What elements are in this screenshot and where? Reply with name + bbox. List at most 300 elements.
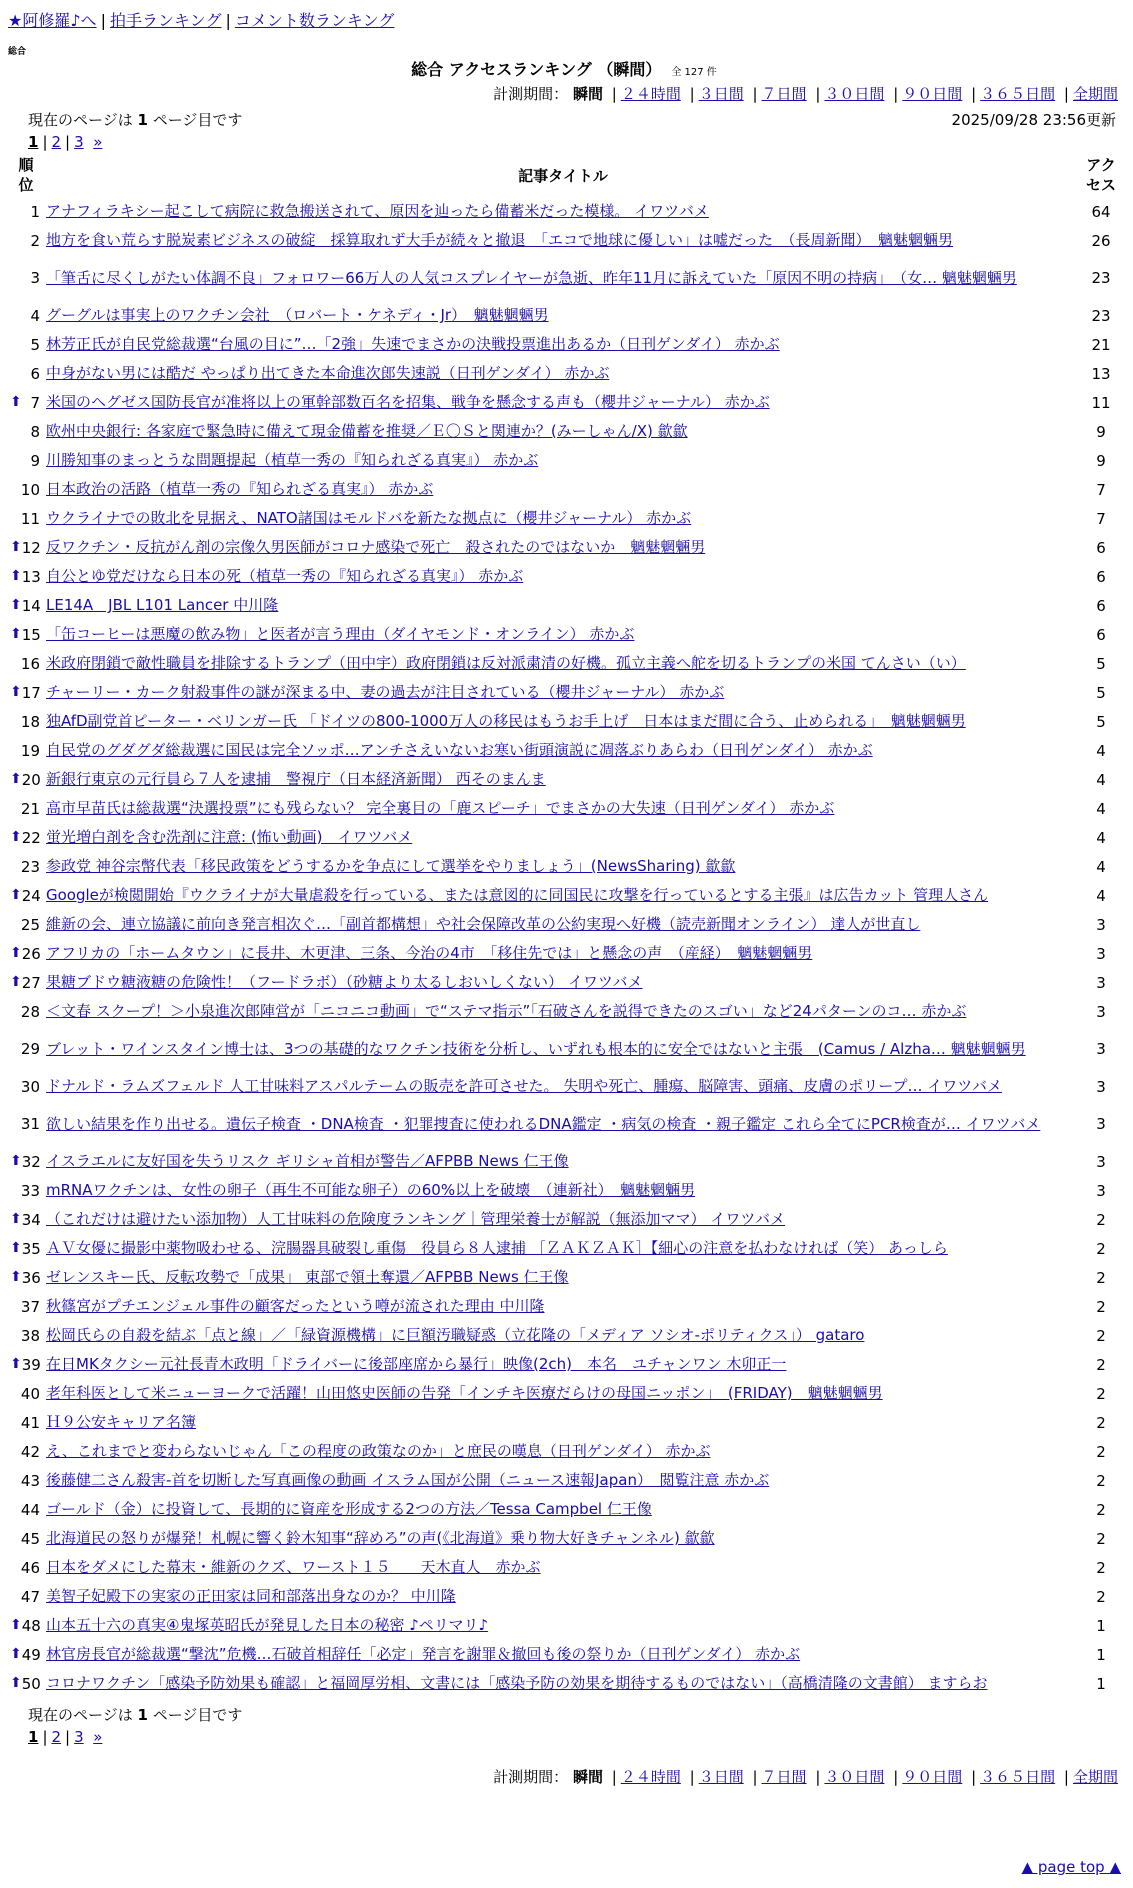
title-cell bbox=[44, 765, 1082, 794]
access-count: 4 bbox=[1096, 857, 1106, 876]
article-title-link[interactable]: ドナルド・ラムズフェルド 人工甘味料アスパルテームの販売を許可させた。 失明や死亡、腫瘍、脳障害、頭痛、皮膚のポリープ… イワツバメ bbox=[46, 1077, 1003, 1095]
title-cell bbox=[44, 1582, 1082, 1611]
article-title-link[interactable]: 反ワクチン・反抗がん剤の宗像久男医師がコロナ感染で死亡 殺されたのではないか 魑魅魍魎男 bbox=[46, 538, 706, 556]
rank-up-arrow-icon: ⬆ bbox=[10, 770, 22, 787]
rank-number: 19 bbox=[20, 741, 40, 760]
table-row bbox=[8, 997, 1120, 1026]
rank-number: 22 bbox=[21, 828, 41, 847]
article-title-link[interactable]: 在日MKタクシー元社長青木政明「ドライバーに後部座席から暴行」映像(2ch) 本名 ユチャンワン 木卯正一 bbox=[46, 1355, 787, 1373]
rank-up-arrow-icon: ⬆ bbox=[10, 1268, 22, 1285]
article-title-link[interactable]: 自民党のグダグダ総裁選に国民は完全ソッポ…アンチさえいないお寒い街頭演説に凋落ぶりあらわ（日刊ゲンダイ） 赤かぶ bbox=[46, 741, 873, 759]
article-title-link[interactable]: ＜文春 スクープ！＞小泉進次郎陣営が「ニコニコ動画」で“ステマ指示”「石破さんを説得できたのスゴい」など24パターンのコ… 赤かぶ bbox=[46, 1002, 967, 1020]
title-cell bbox=[44, 1234, 1082, 1263]
page-info-bottom bbox=[28, 1704, 1116, 1726]
rank-cell bbox=[8, 1176, 44, 1205]
rank-number: 10 bbox=[20, 480, 40, 499]
article-title-link[interactable]: ゴールド（金）に投資して、長期的に資産を形成する2つの方法／Tessa Campbel 仁王像 bbox=[46, 1500, 652, 1518]
ranking-table bbox=[8, 155, 1120, 1698]
pager-next-bottom[interactable]: » bbox=[93, 1728, 103, 1746]
top-link-comment-ranking[interactable]: コメント数ランキング bbox=[234, 11, 395, 30]
title-cell bbox=[44, 707, 1082, 736]
pager-page-3-bottom[interactable]: 3 bbox=[74, 1728, 84, 1746]
title-cell bbox=[44, 504, 1082, 533]
table-row bbox=[8, 1205, 1120, 1234]
page-top-link[interactable]: ▲ page top ▲ bbox=[1021, 1858, 1121, 1876]
rank-up-arrow-icon: ⬆ bbox=[10, 625, 22, 642]
article-title-link[interactable]: え、これまでと変わらないじゃん「この程度の政策なのか」と庶民の嘆息（日刊ゲンダイ） 赤かぶ bbox=[46, 1442, 711, 1460]
article-title-link[interactable]: 日本をダメにした幕末・維新のクズ、ワースト１５ 天木直人 赤かぶ bbox=[46, 1558, 541, 1576]
table-row bbox=[8, 1466, 1120, 1495]
rank-number: 1 bbox=[30, 202, 40, 221]
rank-cell bbox=[8, 1379, 44, 1408]
rank-up-arrow-icon: ⬆ bbox=[10, 1210, 22, 1227]
article-title-link[interactable]: 「筆舌に尽くしがたい体調不良」フォロワー66万人の人気コスプレイヤーが急逝、昨年11月に訴えていた「原因不明の持病」 （女… 魑魅魍魎男 bbox=[46, 268, 1017, 287]
rank-number: 9 bbox=[30, 451, 40, 470]
article-title-link[interactable]: アナフィラキシー起こして病院に救急搬送されて、原因を辿ったら備蓄米だった模様。 イワツバメ bbox=[46, 202, 709, 220]
top-link-applause-ranking[interactable]: 拍手ランキング bbox=[109, 11, 222, 30]
period-link-all-bottom[interactable]: 全期間 bbox=[1072, 1768, 1118, 1786]
table-row bbox=[8, 533, 1120, 562]
title-cell bbox=[44, 1408, 1082, 1437]
rank-number: 20 bbox=[21, 770, 41, 789]
access-count: 2 bbox=[1096, 1529, 1106, 1548]
article-title-link[interactable]: mRNAワクチンは、女性の卵子（再生不可能な卵子）の60%以上を破壊 （連新社） 魑魅魍魎男 bbox=[46, 1181, 696, 1199]
rank-cell bbox=[8, 1205, 44, 1234]
table-row bbox=[8, 910, 1120, 939]
title-cell bbox=[44, 997, 1082, 1026]
top-navigation: ★阿修羅♪へ | 拍手ランキング | コメント数ランキング bbox=[8, 11, 395, 30]
rank-number: 25 bbox=[20, 915, 40, 934]
title-cell bbox=[44, 301, 1082, 330]
access-count: 2 bbox=[1096, 1558, 1106, 1577]
title-cell bbox=[44, 533, 1082, 562]
rank-up-arrow-icon: ⬆ bbox=[10, 1152, 22, 1169]
title-cell bbox=[44, 330, 1082, 359]
title-cell bbox=[44, 475, 1082, 504]
period-link-90d-bottom[interactable]: ９０日間 bbox=[902, 1768, 963, 1786]
rank-number: 13 bbox=[21, 567, 41, 586]
article-title-link[interactable]: コロナワクチン「感染予防効果も確認」と福岡厚労相、文書には「感染予防の効果を期待するものではない」（高橋清隆の文書館） ますらお bbox=[46, 1674, 988, 1692]
article-title-link[interactable]: ウクライナでの敗北を見据え、NATO諸国はモルドバを新たな拠点に（櫻井ジャーナル） 赤かぶ bbox=[46, 509, 692, 527]
page-indicator-bottom: 現在のページは 1 ページ目です bbox=[28, 1706, 243, 1724]
page-indicator: 現在のページは 1 ページ目です bbox=[28, 111, 243, 129]
title-cell bbox=[44, 1524, 1082, 1553]
rank-cell bbox=[8, 1669, 44, 1698]
access-count: 26 bbox=[1091, 231, 1111, 250]
page-info-top bbox=[28, 109, 1116, 131]
rank-up-arrow-icon: ⬆ bbox=[10, 393, 22, 410]
rank-cell bbox=[8, 1582, 44, 1611]
rank-cell bbox=[8, 1640, 44, 1669]
title-cell bbox=[44, 678, 1082, 707]
table-row bbox=[8, 591, 1120, 620]
rank-cell bbox=[8, 1147, 44, 1176]
category-label: 総合 bbox=[8, 47, 27, 57]
rank-cell bbox=[8, 1466, 44, 1495]
period-link-30d[interactable]: ３０日間 bbox=[824, 85, 885, 103]
rank-number: 46 bbox=[20, 1558, 40, 1577]
article-title-link[interactable]: 老年科医として米ニューヨークで活躍！山田悠史医師の告発「インチキ医療だらけの母国ニッポン」 (FRIDAY) 魑魅魍魎男 bbox=[46, 1384, 883, 1402]
article-title-link[interactable]: 新銀行東京の元行員ら７人を逮捕 警視庁（日本経済新聞） 西そのまんま bbox=[46, 770, 546, 788]
period-current: 瞬間 bbox=[572, 85, 603, 103]
article-title-link[interactable]: 北海道民の怒りが爆発！札幌に響く鈴木知事“辞めろ”の声(《北海道》乗り物大好きチャンネル) 歙歙 bbox=[46, 1529, 715, 1547]
article-title-link[interactable]: イスラエルに友好国を失うリスク ギリシャ首相が警告／AFPBB News 仁王像 bbox=[46, 1152, 569, 1170]
title-cell bbox=[44, 226, 1082, 255]
page-wrapper bbox=[8, 10, 1120, 1788]
access-count: 2 bbox=[1096, 1297, 1106, 1316]
article-title-link[interactable]: 米政府閉鎖で敵性職員を排除するトランプ（田中宇）政府閉鎖は反対派粛清の好機。孤立主義へ舵を切るトランプの米国 てんさい（い） bbox=[46, 654, 966, 672]
title-cell bbox=[44, 1379, 1082, 1408]
pager-next[interactable]: » bbox=[93, 133, 103, 151]
article-title-link[interactable]: 自公とゆ党だけなら日本の死（植草一秀の『知られざる真実』） 赤かぶ bbox=[46, 567, 524, 585]
title-cell bbox=[44, 446, 1082, 475]
rank-number: 24 bbox=[21, 886, 41, 905]
table-row bbox=[8, 765, 1120, 794]
rank-up-arrow-icon: ⬆ bbox=[10, 973, 22, 990]
rank-cell bbox=[8, 417, 44, 446]
rank-cell bbox=[8, 939, 44, 968]
article-title-link[interactable]: アフリカの「ホームタウン」に長井、木更津、三条、今治の4市 「移住先では」と懸念の声 （産経） 魑魅魍魎男 bbox=[46, 944, 813, 962]
rank-cell bbox=[8, 533, 44, 562]
rank-number: 44 bbox=[20, 1500, 40, 1519]
article-title-link[interactable]: 日本政治の活路（植草一秀の『知られざる真実』） 赤かぶ bbox=[46, 480, 434, 498]
article-title-link[interactable]: グーグルは事実上のワクチン会社 （ロバート・ケネディ・Jr） 魑魅魍魎男 bbox=[46, 306, 549, 324]
rank-cell bbox=[8, 226, 44, 255]
article-title-link[interactable]: 欲しい結果を作り出せる。遺伝子検査 ・DNA検査 ・犯罪捜査に使われるDNA鑑定 ・病気の検査 ・親子鑑定 これら全てにPCR検査が… イワツバメ bbox=[46, 1114, 1041, 1133]
pager-page-2[interactable]: 2 bbox=[51, 133, 62, 151]
table-row bbox=[8, 226, 1120, 255]
table-row bbox=[8, 359, 1120, 388]
access-count: 2 bbox=[1096, 1500, 1106, 1519]
title-cell bbox=[44, 1437, 1082, 1466]
pager-page-current-bottom[interactable]: 1 bbox=[28, 1728, 39, 1746]
table-row bbox=[8, 301, 1120, 330]
article-title-link[interactable]: 林官房長官が総裁選“撃沈”危機…石破首相辞任「必定」発言を謝罪＆撤回も後の祭りか（日刊ゲンダイ） 赤かぶ bbox=[46, 1645, 801, 1663]
title-cell bbox=[44, 1495, 1082, 1524]
article-title-link[interactable]: 独AfD副党首ピーター・ベリンガー氏 「ドイツの800-1000万人の移民はもうお手上げ 日本はまだ間に合う、止められる」 魑魅魍魎男 bbox=[46, 712, 966, 730]
period-label-bottom: 計測期間： bbox=[493, 1768, 569, 1786]
top-link-asyura[interactable]: ★阿修羅♪へ bbox=[8, 11, 97, 30]
pagination-bottom: 1 | 2 | 3 » bbox=[28, 1728, 103, 1746]
period-selector-bottom: 計測期間： 瞬間 | ２４時間 | ３日間 | ７日間 | ３０日間 | ９０日間 | ３６５日間 | 全期間 bbox=[493, 1768, 1118, 1786]
col-header-access: アクセス bbox=[1085, 156, 1116, 194]
access-count: 7 bbox=[1096, 480, 1106, 499]
table-row bbox=[8, 388, 1120, 417]
article-title-link[interactable]: 林芳正氏が自民党総裁選“台風の目に”…「2強」失速でまさかの決戦投票進出あるか（日刊ゲンダイ） 赤かぶ bbox=[46, 335, 780, 353]
rank-number: 23 bbox=[20, 857, 40, 876]
access-count: 2 bbox=[1096, 1442, 1106, 1461]
table-row bbox=[8, 1640, 1120, 1669]
title-cell bbox=[44, 1611, 1082, 1640]
access-count: 3 bbox=[1096, 973, 1106, 992]
article-title-link[interactable]: 後藤健二さん殺害-首を切断した写真画像の動画 イスラム国が公開（ニュース速報Japan） 閲覧注意 赤かぶ bbox=[46, 1471, 770, 1489]
rank-number: 34 bbox=[21, 1210, 41, 1229]
period-link-365d-bottom[interactable]: ３６５日間 bbox=[980, 1768, 1056, 1786]
title-cell bbox=[44, 1072, 1082, 1101]
article-title-link[interactable]: 「缶コーヒーは悪魔の飲み物」と医者が言う理由（ダイヤモンド・オンライン） 赤かぶ bbox=[46, 625, 635, 643]
table-row bbox=[8, 794, 1120, 823]
title-cell bbox=[44, 1101, 1082, 1147]
rank-number: 7 bbox=[30, 393, 40, 412]
rank-up-arrow-icon: ⬆ bbox=[10, 683, 22, 700]
access-count: 23 bbox=[1091, 269, 1111, 287]
rank-number: 31 bbox=[20, 1115, 40, 1133]
title-cell bbox=[44, 591, 1082, 620]
rank-cell bbox=[8, 1321, 44, 1350]
pager-page-3[interactable]: 3 bbox=[74, 133, 84, 151]
article-title-link[interactable]: ゼレンスキー氏、反転攻勢で「成果」 東部で領土奪還／AFPBB News 仁王像 bbox=[46, 1268, 569, 1286]
table-row bbox=[8, 1072, 1120, 1101]
rank-number: 48 bbox=[21, 1616, 41, 1635]
rank-cell bbox=[8, 678, 44, 707]
rank-cell bbox=[8, 1263, 44, 1292]
period-link-365d[interactable]: ３６５日間 bbox=[980, 85, 1056, 103]
table-row bbox=[8, 446, 1120, 475]
table-row bbox=[8, 1524, 1120, 1553]
access-count: 9 bbox=[1096, 422, 1106, 441]
table-row bbox=[8, 620, 1120, 649]
title-cell bbox=[44, 881, 1082, 910]
article-title-link[interactable]: LE14A JBL L101 Lancer 中川隆 bbox=[46, 596, 279, 614]
rank-number: 33 bbox=[20, 1181, 40, 1200]
access-count: 64 bbox=[1091, 202, 1111, 221]
access-count: 2 bbox=[1096, 1587, 1106, 1606]
rank-number: 45 bbox=[20, 1529, 40, 1548]
access-count: 5 bbox=[1096, 654, 1106, 673]
table-row bbox=[8, 1582, 1120, 1611]
access-count: 3 bbox=[1096, 1181, 1106, 1200]
rank-number: 37 bbox=[20, 1297, 40, 1316]
title-cell bbox=[44, 1466, 1082, 1495]
rank-cell bbox=[8, 330, 44, 359]
article-title-link[interactable]: ＡＶ女優に撮影中薬物吸わせる、浣腸器具破裂し重傷 役員ら８人逮捕 ［ＺＡＫＺＡＫ］【細心の注意を払わなければ（笑） あっしら bbox=[46, 1239, 948, 1257]
period-link-30d-bottom[interactable]: ３０日間 bbox=[824, 1768, 885, 1786]
table-row bbox=[8, 678, 1120, 707]
article-title-link[interactable]: Ｈ９公安キャリア名簿 bbox=[46, 1413, 197, 1431]
access-count: 4 bbox=[1096, 886, 1106, 905]
table-row bbox=[8, 1321, 1120, 1350]
rank-cell bbox=[8, 823, 44, 852]
access-count: 2 bbox=[1096, 1384, 1106, 1403]
rank-number: 28 bbox=[20, 1002, 40, 1021]
article-title-link[interactable]: チャーリー・カーク射殺事件の謎が深まる中、妻の過去が注目されている（櫻井ジャーナル） 赤かぶ bbox=[46, 683, 725, 701]
period-link-all[interactable]: 全期間 bbox=[1072, 85, 1118, 103]
rank-number: 5 bbox=[30, 335, 40, 354]
access-count: 6 bbox=[1096, 625, 1106, 644]
article-title-link[interactable]: （これだけは避けたい添加物）人工甘味料の危険度ランキング｜管理栄養士が解説（無添加ママ） イワツバメ bbox=[46, 1210, 786, 1228]
rank-number: 32 bbox=[21, 1152, 41, 1171]
period-link-24h[interactable]: ２４時間 bbox=[620, 85, 681, 103]
access-count: 6 bbox=[1096, 596, 1106, 615]
title-cell bbox=[44, 620, 1082, 649]
rank-cell bbox=[8, 475, 44, 504]
rank-cell bbox=[8, 301, 44, 330]
rank-cell bbox=[8, 197, 44, 226]
access-count: 21 bbox=[1091, 335, 1111, 354]
title-cell bbox=[44, 255, 1082, 301]
article-title-link[interactable]: 山本五十六の真実④鬼塚英昭氏が発見した日本の秘密 ♪ペリマリ♪ bbox=[46, 1616, 489, 1634]
title-cell bbox=[44, 1640, 1082, 1669]
table-row bbox=[8, 1553, 1120, 1582]
table-row bbox=[8, 1379, 1120, 1408]
table-header-row bbox=[8, 155, 1120, 197]
table-row bbox=[8, 1292, 1120, 1321]
period-link-90d[interactable]: ９０日間 bbox=[902, 85, 963, 103]
article-title-link[interactable]: 果糖ブドウ糖液糖の危険性！（フードラボ）（砂糖より太るしおいしくない） イワツバメ bbox=[46, 973, 643, 991]
rank-number: 50 bbox=[21, 1674, 41, 1693]
rank-cell bbox=[8, 620, 44, 649]
period-link-3d-bottom[interactable]: ３日間 bbox=[698, 1768, 744, 1786]
rank-number: 47 bbox=[20, 1587, 40, 1606]
rank-cell bbox=[8, 997, 44, 1026]
access-count: 3 bbox=[1096, 1152, 1106, 1171]
rank-cell bbox=[8, 591, 44, 620]
rank-number: 16 bbox=[20, 654, 40, 673]
rank-cell bbox=[8, 1437, 44, 1466]
table-row bbox=[8, 562, 1120, 591]
rank-up-arrow-icon: ⬆ bbox=[10, 1616, 22, 1633]
table-row bbox=[8, 823, 1120, 852]
rank-up-arrow-icon: ⬆ bbox=[10, 596, 22, 613]
article-title-link[interactable]: 蛍光増白剤を含む洗剤に注意: (怖い動画) イワツバメ bbox=[46, 828, 413, 846]
article-title-link[interactable]: 参政党 神谷宗幣代表「移民政策をどうするかを争点にして選挙をやりましょう」(NewsSharing) 歙歙 bbox=[46, 857, 736, 875]
access-count: 4 bbox=[1096, 741, 1106, 760]
rank-number: 42 bbox=[20, 1442, 40, 1461]
rank-up-arrow-icon: ⬆ bbox=[10, 1645, 22, 1662]
rank-cell bbox=[8, 1350, 44, 1379]
article-title-link[interactable]: 高市早苗氏は総裁選“決選投票”にも残らない？ 完全裏目の「鹿スピーチ」でまさかの大失速（日刊ゲンダイ） 赤かぶ bbox=[46, 799, 835, 817]
title-cell bbox=[44, 417, 1082, 446]
title-cell bbox=[44, 736, 1082, 765]
access-count: 11 bbox=[1091, 393, 1111, 412]
rank-cell bbox=[8, 1495, 44, 1524]
access-count: 4 bbox=[1096, 799, 1106, 818]
rank-up-arrow-icon: ⬆ bbox=[10, 886, 22, 903]
title-cell bbox=[44, 1669, 1082, 1698]
title-cell bbox=[44, 1553, 1082, 1582]
rank-number: 3 bbox=[30, 269, 40, 287]
access-count: 6 bbox=[1096, 567, 1106, 586]
access-count: 5 bbox=[1096, 712, 1106, 731]
rank-up-arrow-icon: ⬆ bbox=[10, 1674, 22, 1691]
title-cell bbox=[44, 1147, 1082, 1176]
period-link-7d-bottom[interactable]: ７日間 bbox=[761, 1768, 807, 1786]
access-count: 6 bbox=[1096, 538, 1106, 557]
col-header-title: 記事タイトル bbox=[518, 167, 608, 185]
access-count: 3 bbox=[1096, 1040, 1106, 1058]
rank-number: 26 bbox=[21, 944, 41, 963]
access-count: 2 bbox=[1096, 1355, 1106, 1374]
access-count: 1 bbox=[1096, 1616, 1106, 1635]
access-count: 2 bbox=[1096, 1413, 1106, 1432]
period-link-7d[interactable]: ７日間 bbox=[761, 85, 807, 103]
table-row bbox=[8, 1495, 1120, 1524]
table-row bbox=[8, 1611, 1120, 1640]
title-cell bbox=[44, 1176, 1082, 1205]
table-row bbox=[8, 1026, 1120, 1072]
access-count: 3 bbox=[1096, 1077, 1106, 1096]
access-count: 1 bbox=[1096, 1645, 1106, 1664]
rank-number: 39 bbox=[21, 1355, 41, 1374]
title-cell bbox=[44, 1292, 1082, 1321]
title-cell bbox=[44, 562, 1082, 591]
table-row bbox=[8, 475, 1120, 504]
article-title-link[interactable]: 美智子妃殿下の実家の正田家は同和部落出身なのか？ 中川隆 bbox=[46, 1587, 456, 1605]
article-title-link[interactable]: 米国のヘグゼス国防長官が准将以上の軍幹部数百名を招集、戦争を懸念する声も（櫻井ジャーナル） 赤かぶ bbox=[46, 393, 770, 411]
pager-page-2-bottom[interactable]: 2 bbox=[51, 1728, 62, 1746]
page-title-text: 総合 アクセスランキング （瞬間） bbox=[411, 60, 662, 79]
access-count: 1 bbox=[1096, 1674, 1106, 1693]
access-count: 3 bbox=[1096, 1002, 1106, 1021]
rank-cell bbox=[8, 794, 44, 823]
rank-number: 43 bbox=[20, 1471, 40, 1490]
rank-number: 15 bbox=[21, 625, 41, 644]
rank-number: 49 bbox=[21, 1645, 41, 1664]
rank-number: 6 bbox=[30, 364, 40, 383]
article-title-link[interactable]: 地方を食い荒らす脱炭素ビジネスの破綻 採算取れず大手が続々と撤退 「エコで地球に優しい」は嘘だった （長周新聞） 魑魅魍魎男 bbox=[46, 231, 954, 249]
table-row bbox=[8, 1101, 1120, 1147]
rank-number: 17 bbox=[21, 683, 41, 702]
article-title-link[interactable]: 欧州中央銀行: 各家庭で緊急時に備えて現金備蓄を推奨／Ｅ〇Ｓと関連か？(みーしゃん/X) 歙歙 bbox=[46, 422, 688, 440]
rank-number: 36 bbox=[21, 1268, 41, 1287]
rank-cell bbox=[8, 707, 44, 736]
pagination-top: 1 | 2 | 3 » bbox=[28, 133, 103, 151]
rank-cell bbox=[8, 968, 44, 997]
rank-cell bbox=[8, 388, 44, 417]
rank-cell bbox=[8, 562, 44, 591]
rank-up-arrow-icon: ⬆ bbox=[10, 567, 22, 584]
article-title-link[interactable]: 川勝知事のまっとうな問題提起（植草一秀の『知られざる真実』） 赤かぶ bbox=[46, 451, 539, 469]
table-row bbox=[8, 1147, 1120, 1176]
title-cell bbox=[44, 968, 1082, 997]
table-row bbox=[8, 417, 1120, 446]
rank-cell bbox=[8, 852, 44, 881]
period-link-24h-bottom[interactable]: ２４時間 bbox=[620, 1768, 681, 1786]
article-title-link[interactable]: 秋篠宮がプチエンジェル事件の顧客だったという噂が流された理由 中川隆 bbox=[46, 1297, 545, 1315]
article-title-link[interactable]: 中身がない男には酷だ やっぱり出てきた本命進次郎失速説（日刊ゲンダイ） 赤かぶ bbox=[46, 364, 610, 382]
table-row bbox=[8, 852, 1120, 881]
table-row bbox=[8, 736, 1120, 765]
rank-cell bbox=[8, 765, 44, 794]
rank-cell bbox=[8, 446, 44, 475]
rank-cell bbox=[8, 255, 44, 301]
rank-cell bbox=[8, 1408, 44, 1437]
title-cell bbox=[44, 939, 1082, 968]
title-cell bbox=[44, 1205, 1082, 1234]
table-row bbox=[8, 504, 1120, 533]
title-cell bbox=[44, 1263, 1082, 1292]
rank-cell bbox=[8, 1553, 44, 1582]
rank-cell bbox=[8, 1234, 44, 1263]
rank-number: 29 bbox=[20, 1040, 40, 1058]
rank-cell bbox=[8, 881, 44, 910]
table-row bbox=[8, 197, 1120, 226]
table-row bbox=[8, 1437, 1120, 1466]
article-title-link[interactable]: 維新の会、連立協議に前向き発言相次ぐ…「副首都構想」や社会保障改革の公約実現へ好機（読売新聞オンライン） 達人が世直し bbox=[46, 915, 921, 933]
period-link-3d[interactable]: ３日間 bbox=[698, 85, 744, 103]
pager-page-current[interactable]: 1 bbox=[28, 133, 39, 151]
article-title-link[interactable]: ブレット・ワインスタイン博士は、3つの基礎的なワクチン技術を分析し、いずれも根本的に安全ではないと主張 (Camus / Alzha… 魑魅魍魎男 bbox=[46, 1039, 1026, 1058]
rank-number: 38 bbox=[20, 1326, 40, 1345]
article-title-link[interactable]: 松岡氏らの自殺を結ぶ「点と線」／「緑資源機構」に巨額汚職疑惑（立花隆の「メディア ソシオ-ポリティクス」） gataro bbox=[46, 1326, 865, 1344]
period-current-bottom: 瞬間 bbox=[572, 1768, 603, 1786]
title-cell bbox=[44, 852, 1082, 881]
rank-number: 35 bbox=[21, 1239, 41, 1258]
rank-up-arrow-icon: ⬆ bbox=[10, 828, 22, 845]
total-count: 全 127 件 bbox=[671, 67, 717, 78]
article-title-link[interactable]: Googleが検閲開始『ウクライナが大量虐殺を行っている、または意図的に同国民に攻撃を行っているとする主張』は広告カット 管理人さん bbox=[46, 886, 989, 904]
access-count: 3 bbox=[1096, 915, 1106, 934]
